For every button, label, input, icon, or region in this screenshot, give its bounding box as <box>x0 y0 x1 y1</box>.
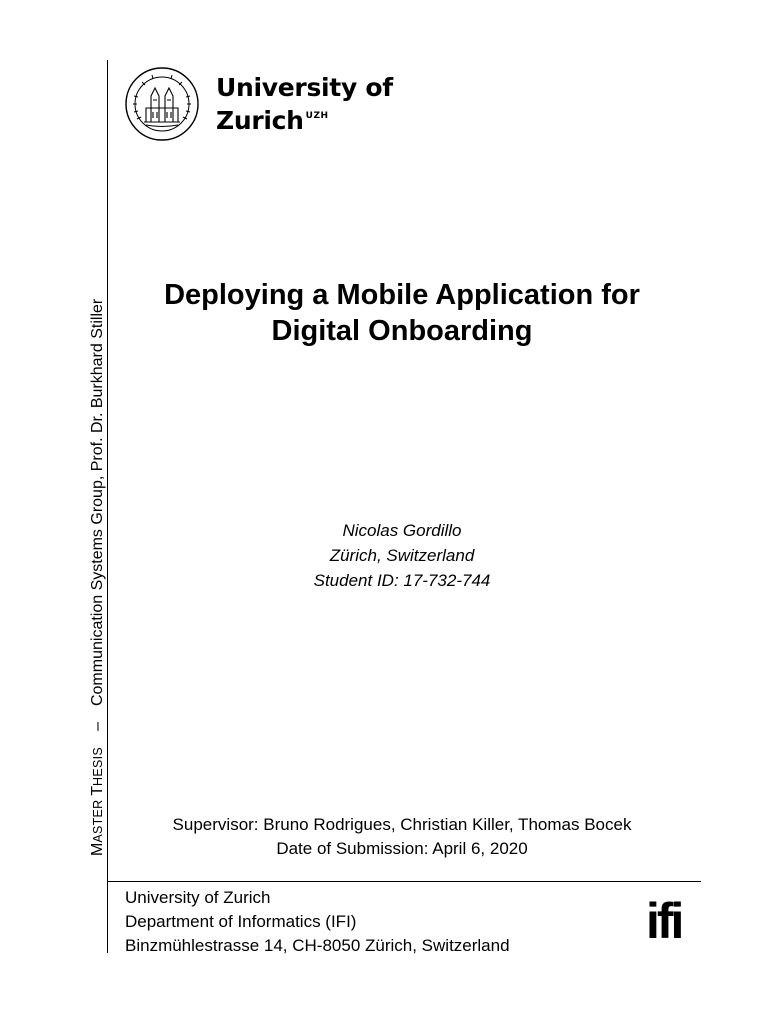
address-line3: Binzmühlestrasse 14, CH-8050 Zürich, Switzerland <box>125 936 510 955</box>
university-name-line1: University of <box>216 73 393 102</box>
thesis-title <box>120 277 684 349</box>
submission-date: Date of Submission: April 6, 2020 <box>276 839 528 858</box>
university-name-line2: Zurich $^{UZH}$ <box>216 106 329 135</box>
horizontal-rule <box>107 881 701 882</box>
address-line2: Department of Informatics (IFI) <box>125 912 357 931</box>
university-wordmark <box>216 74 393 135</box>
supervision-block <box>120 813 684 861</box>
spine-separator: – <box>89 722 106 731</box>
author-name: Nicolas Gordillo <box>342 521 462 540</box>
supervisors: Supervisor: Bruno Rodrigues, Christian Killer, Thomas Bocek <box>172 815 632 834</box>
university-seal-icon <box>124 66 204 142</box>
title-line2: Digital Onboarding <box>271 315 533 347</box>
uzh-superscript: UZH <box>305 111 329 121</box>
ifi-logo: ifi <box>646 893 682 949</box>
spine-label <box>89 299 107 856</box>
thesis-type: MASTER THESIS <box>89 746 106 856</box>
university-logo <box>124 66 393 142</box>
author-block <box>120 518 684 593</box>
institution-address <box>125 886 510 958</box>
address-line1: University of Zurich <box>125 888 271 907</box>
student-id: Student ID: 17-732-744 <box>313 571 491 590</box>
vertical-rule <box>107 60 108 953</box>
title-line1: Deploying a Mobile Application for <box>164 279 640 311</box>
author-location: Zürich, Switzerland <box>329 546 475 565</box>
research-group: Communication Systems Group, Prof. Dr. Burkhard Stiller <box>89 298 106 707</box>
